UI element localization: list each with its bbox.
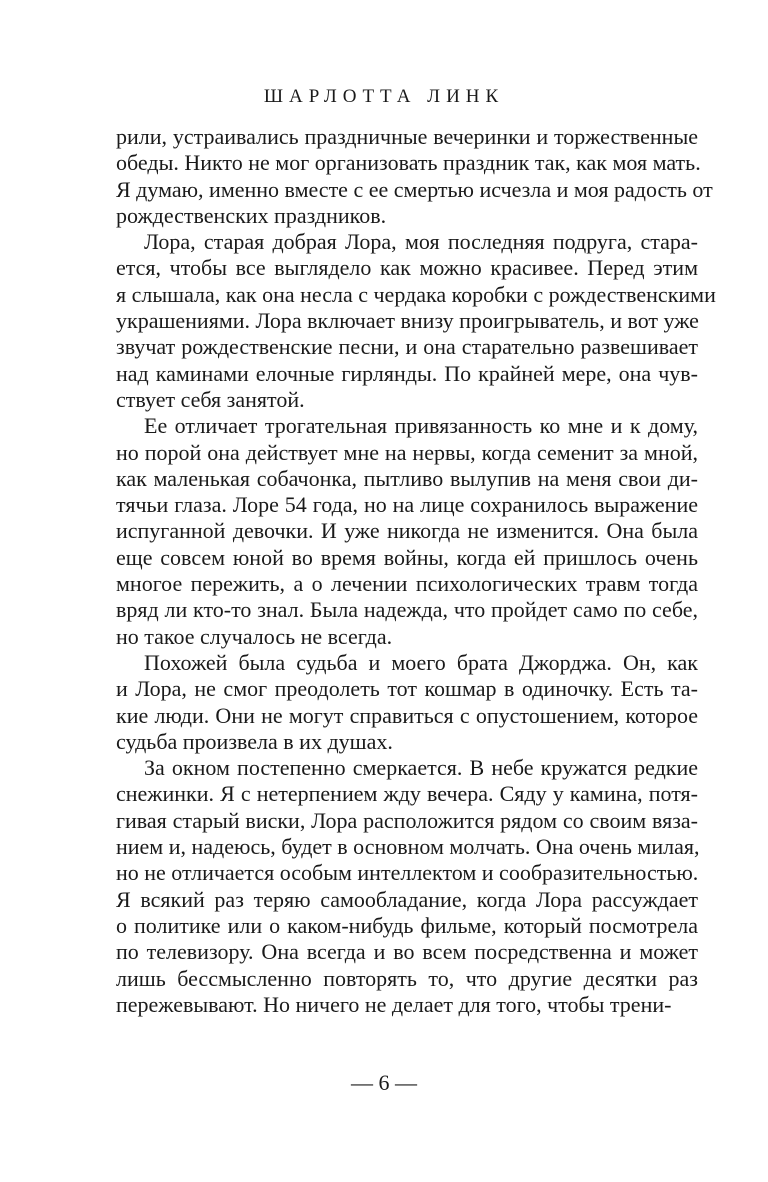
text-line: снежинки. Я с нетерпением жду вечера. Сяду у камина, потя-: [116, 781, 698, 807]
text-line: я слышала, как она несла с чердака коробки с рождественскими: [116, 281, 716, 307]
body-text: [116, 124, 716, 1018]
paragraph: [116, 413, 698, 650]
text-line: звучат рождественские песни, и она старательно развешивает: [116, 334, 698, 360]
text-line: Я думаю, именно вместе с ее смертью исчезла и моя радость от: [116, 176, 713, 202]
text-line: лишь бессмысленно повторять то, что другие десятки раз: [116, 965, 698, 991]
text-line: рили, устраивались праздничные вечеринки и торжественные: [116, 124, 698, 149]
text-line: ется, чтобы все выглядело как можно красивее. Перед этим: [116, 255, 698, 281]
text-line: тячьи глаза. Лоре 54 года, но на лице сохранилось выражение: [116, 492, 698, 518]
paragraph: [116, 755, 698, 1018]
paragraph: [116, 229, 716, 413]
text-line: украшениями. Лора включает внизу проигрыватель, и вот уже: [116, 308, 699, 334]
text-line: и Лора, не смог преодолеть тот кошмар в одиночку. Есть та-: [116, 676, 698, 702]
text-line: гивая старый виски, Лора расположится рядом со своим вяза-: [116, 807, 698, 833]
text-line: еще совсем юной во время войны, когда ей пришлось очень: [116, 544, 698, 570]
text-line: Я всякий раз теряю самообладание, когда Лора рассуждает: [116, 886, 698, 912]
running-head-author: ШАРЛОТТА ЛИНК: [263, 86, 505, 107]
text-line: но порой она действует мне на нервы, когда семенит за мной,: [116, 439, 698, 465]
text-line: но такое случалось не всегда.: [116, 623, 393, 649]
text-line: кие люди. Они не могут справиться с опустошением, которое: [116, 702, 698, 728]
page-number: — 6 —: [351, 1070, 417, 1095]
text-line: пережевывают. Но ничего не делает для того, чтобы трени-: [116, 991, 672, 1017]
text-line: над каминами елочные гирлянды. По крайней мере, она чув-: [116, 360, 698, 386]
paragraph: [116, 650, 698, 755]
text-line: как маленькая собачонка, пытливо вылупив на меня свои ди-: [116, 465, 698, 491]
text-line: вряд ли кто-то знал. Была надежда, что пройдет само по себе,: [116, 597, 698, 623]
paragraph: [116, 124, 713, 229]
text-line: судьба произвела в их душах.: [116, 728, 393, 754]
text-line: За окном постепенно смеркается. В небе кружатся редкие: [144, 755, 698, 781]
text-line: рождественских праздников.: [116, 202, 387, 228]
text-line: ствует себя занятой.: [116, 386, 305, 412]
text-line: о политике или о каком-нибудь фильме, который посмотрела: [116, 912, 698, 938]
text-line: Похожей была судьба и моего брата Джорджа. Он, как: [144, 649, 698, 675]
text-line: испуганной девочки. И уже никогда не изменится. Она была: [116, 518, 698, 544]
text-line: но не отличается особым интеллектом и сообразительностью.: [116, 860, 699, 886]
text-line: обеды. Никто не мог организовать праздник так, как моя мать.: [116, 150, 701, 176]
text-line: Лора, старая добрая Лора, моя последняя подруга, стара-: [144, 229, 698, 255]
text-line: нием и, надеюсь, будет в основном молчать. Она очень милая,: [116, 834, 700, 860]
text-line: многое пережить, а о лечении психологических травм тогда: [116, 571, 698, 597]
text-line: Ее отличает трогательная привязанность ко мне и к дому,: [144, 413, 698, 439]
text-line: по телевизору. Она всегда и во всем посредственна и может: [116, 939, 698, 965]
